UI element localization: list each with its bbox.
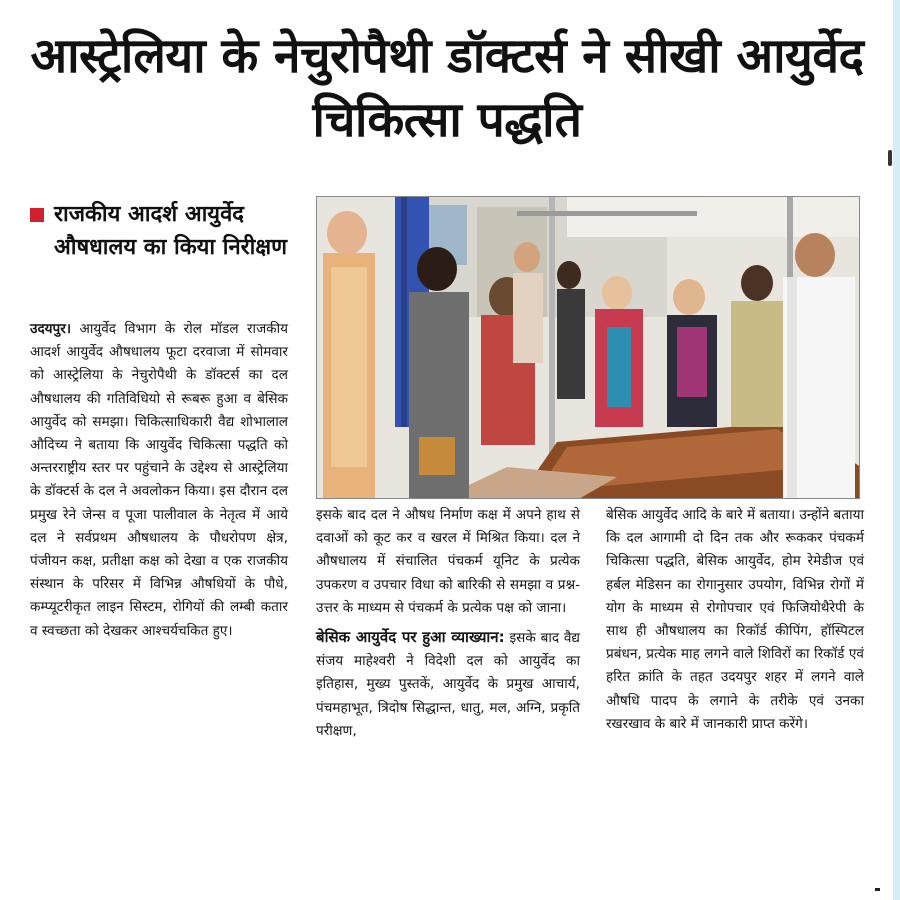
photo-illustration (317, 197, 860, 499)
article-column-2 (316, 504, 580, 743)
article-column-1 (30, 318, 288, 643)
section-heading: बेसिक आयुर्वेद पर हुआ व्याख्यान: (316, 628, 505, 647)
headline: आस्ट्रेलिया के नेचुरोपैथी डॉक्टर्स ने सीखी आयुर्वेद चिकित्सा पद्धति (30, 28, 864, 148)
news-photo (316, 196, 860, 499)
article-column-3 (606, 504, 864, 736)
page-edge-strip (893, 0, 900, 900)
column-1-text: आयुर्वेद विभाग के रोल मॉडल राजकीय आदर्श आयुर्वेद औषधालय फूटा दरवाजा में सोमवार को आस्ट्रेलिया के नेचुरोपैथी के डॉक्टर्स का दल औषधालय की गतिविधियो से रूबरू हुआ व बेसिक आयुर्वेद को समझा। चिकित्साधिकारी वैद्य शोभालाल औदिच्य ने बताया कि आयुर्वेद चिकित्सा पद्धति को अन्तरराष्ट्रीय स्तर पर पहुंचाने के उद्देश्य से आस्ट्रेलिया के डॉक्टर्स के दल ने अवलोकन किया। इस दौरान दल प्रमुख रेने जेन्स व पूजा पालीवाल के नेतृत्व में आये दल ने सर्वप्रथम औषधालय के पौधरोपण क्षेत्र, पंजीयन कक्ष, प्रतीक्षा कक्ष को देखा व एक राजकीय संस्थान के परिसर में विभिन्न औषधियों के पौधे, कम्प्यूटरीकृत लाइन सिस्टम, रोगियों की लम्बी कतार व स्वच्छता को देखकर आश्चर्यचकित हुए। (30, 321, 289, 639)
edge-mark (888, 150, 892, 166)
dateline: उदयपुर। (30, 321, 71, 337)
subheading (30, 198, 300, 264)
subheading-text: राजकीय आदर्श आयुर्वेद औषधालय का किया निरीक्षण (54, 202, 288, 260)
corner-mark (875, 888, 880, 891)
column-3-text: बेसिक आयुर्वेद आदि के बारे में बताया। उन्होंने बताया कि दल आगामी दो दिन तक और रूककर पंचकर्म चिकित्सा पद्धति, बेसिक आयुर्वेद, होम रेमेडीज एवं हर्बल मेडिसन का रोगानुसार उपयोग, विभिन्न रोगों में योग के माध्यम से रोगोपचार एवं फिजियोथैरेपी के साथ ही औषधालय का रिकॉर्ड कीपिंग, हॉस्पिटल प्रबंधन, प्रत्येक माह लगने वाले शिविरों का रिकॉर्ड एवं हरित क्रांति के तहत उदयपुर शहर में लगने वाले औषधि पादप के लगाने के तरीके एवं उनका रखरखाव के बारे में जानकारी प्राप्त करेंगे। (606, 507, 864, 732)
red-square-bullet-icon (30, 208, 44, 222)
column-2-paragraph-1: इसके बाद दल ने औषध निर्माण कक्ष में अपने हाथ से दवाओं को कूट कर व खरल में मिश्रित किया। दल ने औषधालय में संचालित पंचकर्म यूनिट के प्रत्येक उपकरण व उपचार विधा को बारिकी से समझा व प्रश्न-उत्तर के माध्यम से पंचकर्म के प्रत्येक पक्ष को जाना। (316, 507, 580, 616)
column-2-paragraph-2: इसके बाद वैद्य संजय माहेश्वरी ने विदेशी दल को आयुर्वेद का इतिहास, मुख्य पुस्तकें, आयुर्वेद के प्रमुख आचार्य, पंचमहाभूत, त्रिदोष सिद्धान्त, धातु, मल, अग्नि, प्रकृति परीक्षण, (316, 630, 580, 739)
